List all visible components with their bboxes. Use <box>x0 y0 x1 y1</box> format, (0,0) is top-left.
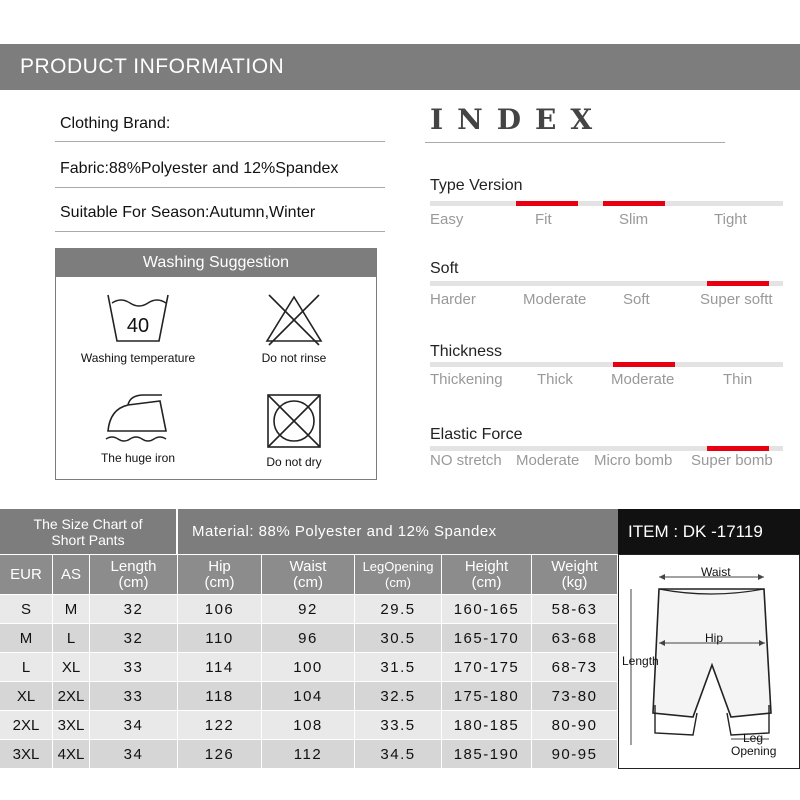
column-header-label: Height <box>464 557 509 575</box>
waist-label: Waist <box>701 565 731 579</box>
table-cell: L <box>0 652 53 681</box>
thickness-option: Thin <box>723 371 753 388</box>
column-header-label: LegOpening <box>362 558 434 574</box>
type-option: Tight <box>714 211 747 228</box>
table-cell: 122 <box>178 710 262 739</box>
table-cell: 108 <box>262 710 355 739</box>
table-cell: 58-63 <box>532 594 618 623</box>
thickness-track <box>430 362 783 367</box>
wash-temp-label: Washing temperature <box>80 351 196 365</box>
soft-option: Harder <box>430 291 476 308</box>
table-cell: S <box>0 594 53 623</box>
type-version-marker <box>603 201 665 206</box>
elastic-option: Moderate <box>516 452 580 469</box>
index-title: INDEX <box>430 103 607 136</box>
type-version-marker <box>516 201 578 206</box>
column-header <box>355 554 442 594</box>
iron-item <box>58 391 218 465</box>
section-header <box>0 44 800 90</box>
table-cell: 34.5 <box>355 739 442 768</box>
hip-label: Hip <box>705 631 724 645</box>
no-rinse-label: Do not rinse <box>261 351 327 365</box>
table-cell: 33 <box>90 681 178 710</box>
clothing-brand: Clothing Brand: <box>60 115 171 132</box>
leg-opening-label: Leg <box>743 731 764 745</box>
table-cell: M <box>0 623 53 652</box>
column-header-label: AS <box>60 565 81 583</box>
table-cell: 180-185 <box>442 710 532 739</box>
table-cell: 96 <box>262 623 355 652</box>
size-chart-title-line: The Size Chart of <box>33 515 143 532</box>
soft-option: Soft <box>623 291 650 308</box>
table-cell: 4XL <box>53 739 90 768</box>
wash-temp-value: 40 <box>126 315 150 337</box>
column-header <box>178 554 262 594</box>
thickness-option: Thick <box>537 371 573 388</box>
fabric-info: Fabric:88%Polyester and 12%Spandex <box>60 160 339 177</box>
table-cell: M <box>53 594 90 623</box>
table-cell: 2XL <box>53 681 90 710</box>
table-cell: 34 <box>90 710 178 739</box>
iron-icon <box>100 391 176 447</box>
table-cell: 112 <box>262 739 355 768</box>
column-header <box>532 554 618 594</box>
thickness-option: Thickening <box>430 371 503 388</box>
table-cell: 73-80 <box>532 681 618 710</box>
table-cell: 33.5 <box>355 710 442 739</box>
table-cell: 31.5 <box>355 652 442 681</box>
table-cell: 160-165 <box>442 594 532 623</box>
table-cell: 33 <box>90 652 178 681</box>
table-cell: 3XL <box>0 739 53 768</box>
divider <box>425 142 725 143</box>
size-chart-title-line: Short Pants <box>51 531 125 548</box>
elastic-option: NO stretch <box>430 452 502 469</box>
table-cell: 100 <box>262 652 355 681</box>
table-cell: 110 <box>178 623 262 652</box>
column-header <box>53 554 90 594</box>
table-cell: 114 <box>178 652 262 681</box>
table-cell: 104 <box>262 681 355 710</box>
divider <box>55 231 385 232</box>
elastic-option: Super bomb <box>691 452 773 469</box>
type-version-track <box>430 201 783 206</box>
table-cell: 68-73 <box>532 652 618 681</box>
shorts-measurement-diagram <box>618 554 800 769</box>
table-cell: L <box>53 623 90 652</box>
column-header-label: Waist <box>289 557 327 575</box>
column-header-label: Weight <box>551 557 598 575</box>
no-rinse-item <box>214 291 374 365</box>
no-dry-label: Do not dry <box>266 455 322 469</box>
soft-track <box>430 281 783 286</box>
column-header-unit: (cm) <box>471 573 502 591</box>
column-header-unit: (kg) <box>561 573 588 591</box>
thickness-label: Thickness <box>430 343 503 360</box>
table-cell: 29.5 <box>355 594 442 623</box>
column-header-label: Hip <box>208 557 231 575</box>
wash-40-icon <box>103 291 173 347</box>
washing-suggestion-panel <box>55 248 377 480</box>
table-cell: 175-180 <box>442 681 532 710</box>
table-cell: 185-190 <box>442 739 532 768</box>
elastic-force-track <box>430 446 783 451</box>
table-cell: 165-170 <box>442 623 532 652</box>
table-cell: XL <box>0 681 53 710</box>
no-tumble-dry-icon <box>264 391 324 451</box>
table-cell: 106 <box>178 594 262 623</box>
season-info: Suitable For Season:Autumn,Winter <box>60 204 316 221</box>
table-cell: 118 <box>178 681 262 710</box>
column-header-unit: (cm) <box>204 573 235 591</box>
leg-opening-label: Opening <box>731 744 777 758</box>
wash-temp-item <box>58 291 218 365</box>
table-cell: 170-175 <box>442 652 532 681</box>
table-cell: 63-68 <box>532 623 618 652</box>
no-bleach-icon <box>259 291 329 347</box>
soft-marker <box>707 281 769 286</box>
column-header <box>262 554 355 594</box>
table-cell: 32.5 <box>355 681 442 710</box>
table-cell: 80-90 <box>532 710 618 739</box>
thickness-marker <box>613 362 675 367</box>
table-cell: 126 <box>178 739 262 768</box>
type-option: Slim <box>619 211 649 228</box>
column-header <box>90 554 178 594</box>
column-header-label: Length <box>110 557 157 575</box>
column-header-unit: (cm) <box>385 574 411 590</box>
length-label: Length <box>622 654 659 668</box>
soft-option: Super softt <box>700 291 773 308</box>
column-header <box>442 554 532 594</box>
item-code: ITEM : DK -17119 <box>618 509 800 554</box>
column-header-unit: (cm) <box>293 573 323 591</box>
table-cell: XL <box>53 652 90 681</box>
elastic-option: Micro bomb <box>594 452 673 469</box>
divider <box>55 187 385 188</box>
table-cell: 34 <box>90 739 178 768</box>
elastic-force-marker <box>707 446 769 451</box>
iron-label: The huge iron <box>100 451 176 465</box>
table-cell: 92 <box>262 594 355 623</box>
thickness-option: Moderate <box>611 371 675 388</box>
no-dry-item <box>214 391 374 469</box>
table-cell: 30.5 <box>355 623 442 652</box>
size-chart-title <box>0 509 178 554</box>
type-option: Fit <box>535 211 552 228</box>
material-info: Material: 88% Polyester and 12% Spandex <box>178 509 618 554</box>
table-cell: 3XL <box>53 710 90 739</box>
table-cell: 32 <box>90 594 178 623</box>
soft-option: Moderate <box>523 291 587 308</box>
type-option: Easy <box>430 211 464 228</box>
washing-suggestion-title: Washing Suggestion <box>56 249 376 277</box>
table-cell: 32 <box>90 623 178 652</box>
divider <box>55 141 385 142</box>
table-cell: 90-95 <box>532 739 618 768</box>
column-header <box>0 554 53 594</box>
table-cell: 2XL <box>0 710 53 739</box>
column-header-unit: (cm) <box>118 573 149 591</box>
column-header-label: EUR <box>10 565 42 583</box>
soft-label: Soft <box>430 260 459 277</box>
section-title: PRODUCT INFORMATION <box>20 55 285 78</box>
type-version-label: Type Version <box>430 177 523 194</box>
elastic-force-label: Elastic Force <box>430 426 523 443</box>
